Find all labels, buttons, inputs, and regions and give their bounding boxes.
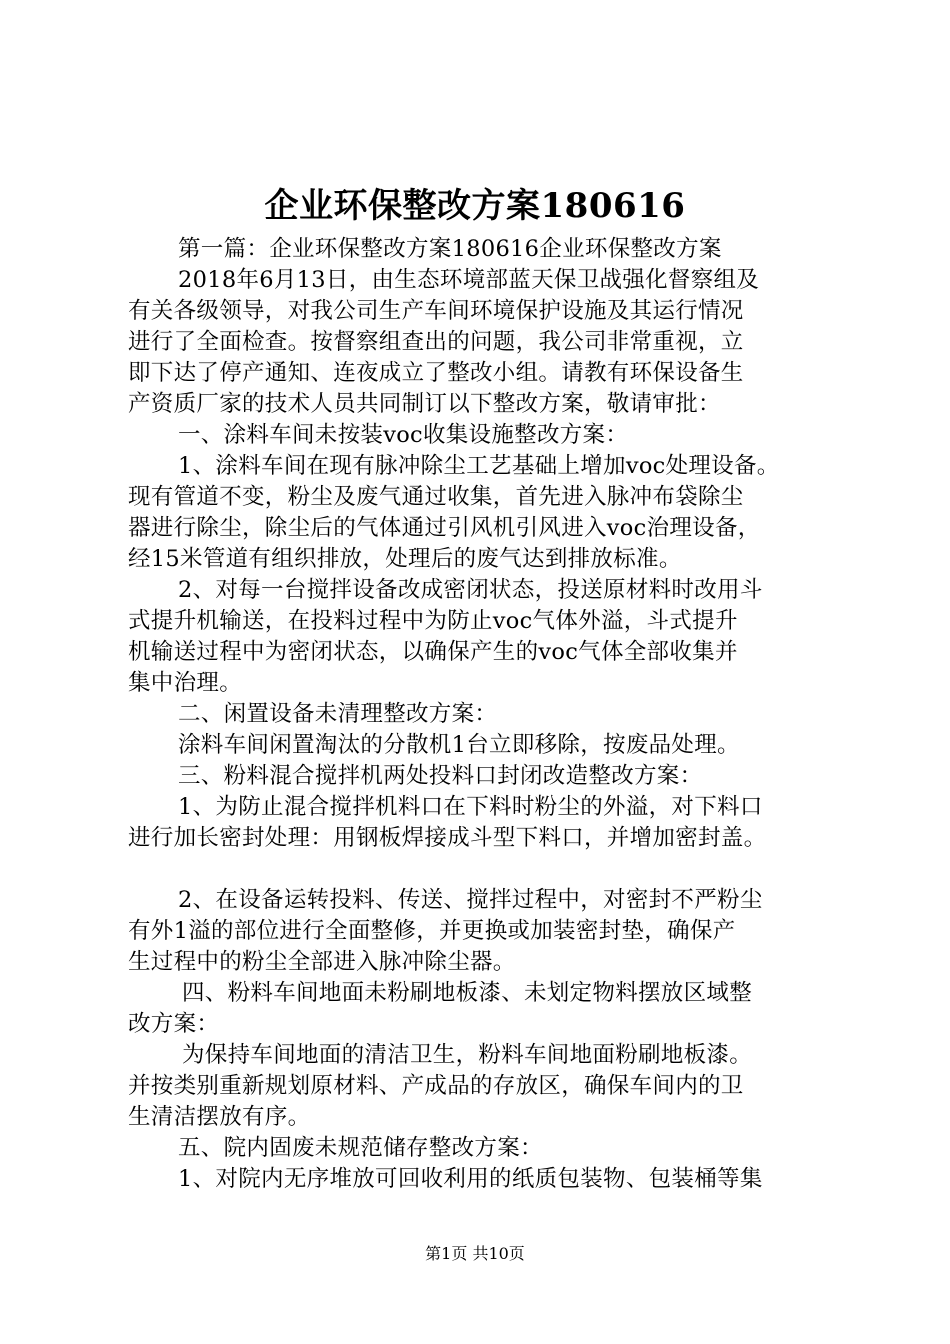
- paragraph-line: 为保持车间地面的清洁卫生，粉料车间地面粉刷地板漆。: [182, 1042, 753, 1068]
- paragraph-line: 改方案：: [128, 1011, 220, 1037]
- paragraph-line: 2018年6月13日，由生态环境部蓝天保卫战强化督察组及: [178, 267, 760, 293]
- page-footer: 第1页 共10页: [425, 1244, 525, 1263]
- paragraph-line: 1、为防止混合搅拌机料口在下料时粉尘的外溢，对下料口: [178, 794, 763, 820]
- paragraph-line: 经15米管道有组织排放，处理后的废气达到排放标准。: [128, 546, 682, 572]
- paragraph-line: 集中治理。: [128, 670, 243, 696]
- paragraph-line: 三、粉料混合搅拌机两处投料口封闭改造整改方案：: [178, 763, 703, 789]
- paragraph-line: 有外1溢的部位进行全面整修，并更换或加装密封垫，确保产: [128, 918, 736, 944]
- paragraph-line: 器进行除尘，除尘后的气体通过引风机引风进入voc治理设备，: [128, 515, 761, 541]
- paragraph-line: 生清洁摆放有序。: [128, 1104, 311, 1130]
- paragraph-line: 现有管道不变，粉尘及废气通过收集，首先进入脉冲布袋除尘: [128, 484, 744, 510]
- paragraph-line: 产资质厂家的技术人员共同制订以下整改方案，敬请审批：: [128, 391, 721, 417]
- document-body: [128, 234, 840, 1195]
- paragraph-line: 并按类别重新规划原材料、产成品的存放区，确保车间内的卫: [128, 1073, 744, 1099]
- paragraph-line: 2、在设备运转投料、传送、搅拌过程中，对密封不严粉尘: [178, 887, 763, 913]
- paragraph-line: 式提升机输送，在投料过程中为防止voc气体外溢，斗式提升: [128, 608, 738, 634]
- paragraph-line: 即下达了停产通知、连夜成立了整改小组。请教有环保设备生: [128, 360, 744, 386]
- paragraph-line: 五、院内固废未规范储存整改方案：: [178, 1135, 543, 1161]
- paragraph-line: 机输送过程中为密闭状态，以确保产生的voc气体全部收集并: [128, 639, 738, 665]
- paragraph-line: 涂料车间闲置淘汰的分散机1台立即移除，按废品处理。: [178, 732, 740, 758]
- paragraph-line: 2、对每一台搅拌设备改成密闭状态，投送原材料时改用斗: [178, 577, 763, 603]
- paragraph-line: 进行了全面检查。按督察组查出的问题，我公司非常重视，立: [128, 329, 744, 355]
- paragraph-line: 一、涂料车间未按装voc收集设施整改方案：: [178, 422, 629, 448]
- paragraph-line: 生过程中的粉尘全部进入脉冲除尘器。: [128, 949, 516, 975]
- paragraph-line: 二、闲置设备未清理整改方案：: [178, 701, 498, 727]
- document-title: 企业环保整改方案180616: [264, 186, 686, 226]
- paragraph-line: 第一篇：企业环保整改方案180616企业环保整改方案: [178, 236, 722, 262]
- blank-line: [128, 854, 840, 885]
- paragraph-line: 进行加长密封处理：用钢板焊接成斗型下料口，并增加密封盖。: [128, 825, 767, 851]
- paragraph-line: 1、对院内无序堆放可回收利用的纸质包装物、包装桶等集: [178, 1166, 763, 1192]
- paragraph-line: 1、涂料车间在现有脉冲除尘工艺基础上增加voc处理设备。: [178, 453, 780, 479]
- paragraph-line: 四、粉料车间地面未粉刷地板漆、未划定物料摆放区域整: [182, 980, 753, 1006]
- paragraph-line: 有关各级领导，对我公司生产车间环境保护设施及其运行情况: [128, 298, 744, 324]
